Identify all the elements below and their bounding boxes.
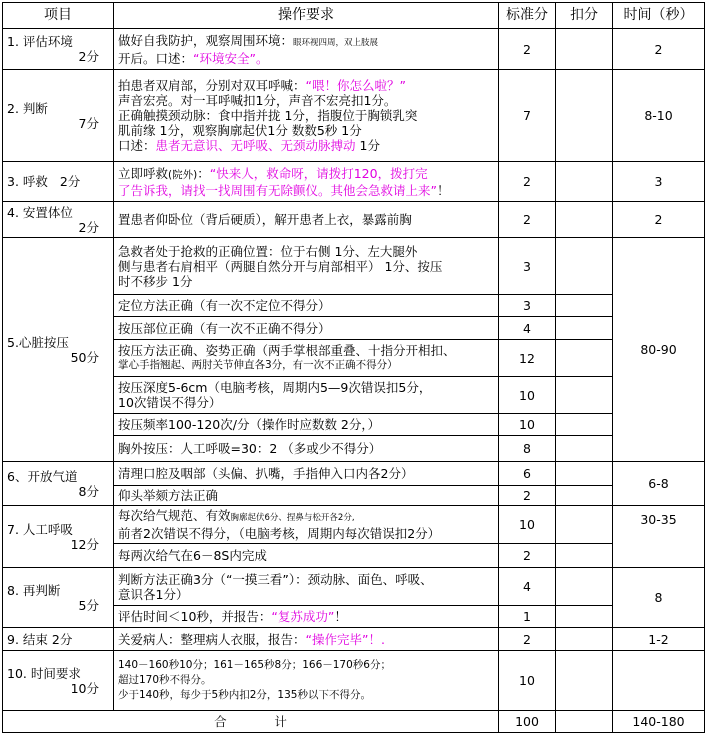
table-row (3, 70, 705, 162)
table-row (3, 202, 705, 238)
score-cell: 10 (499, 506, 556, 544)
score-cell: 8 (499, 436, 556, 462)
spoken-text: “环境安全”。 (193, 50, 269, 66)
requirement-text: 少于140秒，每少于5秒内扣2分，135秒以下不得分。 (118, 689, 371, 701)
score-cell: 10 (499, 377, 556, 414)
requirement-text: 每次给气规范、有效 (118, 508, 231, 523)
requirement-text: 口述： (118, 138, 156, 153)
table-row (3, 162, 705, 202)
requirement-text: ！ (436, 182, 450, 198)
requirement-cell: 置患者仰卧位（背后硬质），解开患者上衣，暴露前胸 (114, 202, 499, 238)
requirement-cell (114, 70, 499, 162)
requirement-cell (114, 29, 499, 70)
requirement-text: 肌前缘 1分，观察胸廓起伏1分 数数5秒 1分 (118, 123, 362, 138)
item-points: 50分 (70, 349, 99, 365)
table-row (3, 506, 705, 544)
requirement-text: 判断方法正确3分（“一摸三看”）：颈动脉、面色、呼吸、 (118, 571, 433, 587)
requirement-text: 声音宏亮。对一耳呼喊扣1分，声音不宏亮扣1分。 (118, 93, 397, 108)
requirement-note: (院外) (168, 168, 198, 181)
requirement-text: ： (197, 165, 210, 181)
header-item: 项目 (3, 3, 114, 29)
requirement-text: 掌心手指翘起、两肘关节伸直各3分，有一次不正确不得分） (118, 359, 398, 371)
item-name: 6、开放气道 (7, 468, 78, 484)
spoken-text: “操作完毕” (305, 631, 369, 647)
score-cell: 4 (499, 568, 556, 606)
score-cell: 2 (499, 628, 556, 651)
requirement-text: 按压方法正确、姿势正确（两手掌根部重叠、十指分开相扣、 (118, 343, 456, 358)
requirement-cell (114, 377, 499, 414)
total-deduct[interactable] (556, 711, 613, 733)
requirement-cell: 每两次给气在6－8S内完成 (114, 544, 499, 568)
spoken-text: “复苏成功” (271, 609, 335, 624)
time-cell: 2 (613, 202, 705, 238)
item-name: 5.心脏按压 (7, 334, 69, 350)
score-cell: 10 (499, 651, 556, 711)
requirement-note: 胸廓起伏6分、捏鼻与松开各2分, (230, 513, 355, 523)
item-name: 1. 评估环境 (7, 34, 73, 49)
item-cell (3, 651, 114, 711)
time-cell: 2 (613, 29, 705, 70)
item-cell (3, 462, 114, 506)
item-points: 5分 (78, 597, 99, 613)
deduct-cell[interactable] (556, 568, 613, 606)
item-cell (3, 162, 114, 202)
score-cell: 4 (499, 317, 556, 340)
requirement-text: 评估时间＜10秒，并报告： (118, 609, 272, 624)
item-name: 7. 人工呼吸 (7, 521, 73, 537)
requirement-cell (114, 162, 499, 202)
item-cell (3, 506, 114, 568)
score-cell: 2 (499, 544, 556, 568)
requirement-text: 意识各1分） (118, 586, 189, 602)
item-cell (3, 238, 114, 462)
deduct-cell[interactable] (556, 202, 613, 238)
requirement-text: ！ (334, 609, 347, 624)
deduct-cell[interactable] (556, 340, 613, 377)
requirement-cell (114, 568, 499, 606)
requirement-text: 时不移步 1分 (118, 273, 193, 289)
deduct-cell[interactable] (556, 295, 613, 317)
header-time: 时间（秒） (613, 3, 705, 29)
item-points: 2分 (59, 174, 81, 189)
item-points: 7分 (78, 115, 99, 131)
item-name: 10. 时间要求 (7, 665, 81, 681)
cpr-scoring-table (2, 2, 705, 733)
spoken-text: 了告诉我，请找一找周围有无除颤仪。其他会急救请上来” (118, 182, 437, 198)
deduct-cell[interactable] (556, 414, 613, 436)
item-name: 3. 呼救 (7, 174, 48, 189)
requirement-cell (114, 506, 499, 544)
requirement-text: 立即呼救 (118, 165, 169, 181)
requirement-text: 侧与患者右肩相平（两腿自然分开与肩部相平） 1分、按压 (118, 258, 443, 274)
deduct-cell[interactable] (556, 317, 613, 340)
requirement-cell: 按压部位正确（有一次不正确不得分） (114, 317, 499, 340)
score-cell: 1 (499, 606, 556, 628)
score-cell: 10 (499, 414, 556, 436)
requirement-text: 按压深度5-6cm（电脑考核，周期内5—9次错误扣5分， (118, 380, 432, 395)
deduct-cell[interactable] (556, 29, 613, 70)
deduct-cell[interactable] (556, 628, 613, 651)
requirement-text: 140－160秒10分；161－165秒8分；166－170秒6分； (118, 659, 391, 671)
requirement-text: 做好自我防护，观察周围环境： (118, 32, 294, 48)
deduct-cell[interactable] (556, 606, 613, 628)
time-cell: 8 (613, 568, 705, 628)
deduct-cell[interactable] (556, 651, 613, 711)
total-label-char: 计 (274, 714, 287, 729)
item-cell (3, 568, 114, 628)
deduct-cell[interactable] (556, 506, 613, 544)
item-points: 8分 (78, 483, 99, 499)
requirement-cell: 按压频率100-120次/分（操作时应数数 2分，） (114, 414, 499, 436)
requirement-text: 前者2次错误不得分，（电脑考核，周期内每次错误扣2分） (118, 526, 441, 541)
spoken-text: 患者无意识、无呼吸、无颈动脉搏动 (155, 138, 356, 153)
score-cell: 2 (499, 162, 556, 202)
deduct-cell[interactable] (556, 544, 613, 568)
requirement-cell (114, 340, 499, 377)
item-cell (3, 202, 114, 238)
requirement-note: 眼环视四周，双上肢展 (293, 37, 379, 48)
requirement-cell: 清理口腔及咽部（头偏、扒嘴，手指伸入口内各2分） (114, 462, 499, 486)
header-row (3, 3, 705, 29)
requirement-cell: 胸外按压：人工呼吸=30：2 （多或少不得分） (114, 436, 499, 462)
item-name: 2. 判断 (7, 100, 48, 116)
requirement-cell: 定位方法正确（有一次不定位不得分） (114, 295, 499, 317)
total-row (3, 711, 705, 733)
table-row (3, 238, 705, 295)
deduct-cell[interactable] (556, 238, 613, 295)
deduct-cell[interactable] (556, 70, 613, 162)
item-points: 12分 (70, 536, 99, 552)
requirement-text: 1分 (359, 138, 380, 153)
deduct-cell[interactable] (556, 486, 613, 506)
total-label-char: 合 (214, 714, 227, 729)
total-time: 140-180 (613, 711, 705, 733)
requirement-text: 急救者处于抢救的正确位置：位于右侧 1分、左大腿外 (118, 243, 418, 259)
item-points: 2分 (78, 219, 99, 235)
table-row (3, 568, 705, 606)
time-cell: 8-10 (613, 70, 705, 162)
requirement-cell (114, 651, 499, 711)
spoken-text: “喂！你怎么啦？” (305, 78, 406, 93)
table-row (3, 651, 705, 711)
time-cell: 6-8 (613, 462, 705, 506)
item-cell (3, 29, 114, 70)
score-cell: 2 (499, 29, 556, 70)
item-points: 10分 (70, 680, 99, 696)
time-cell: 80-90 (613, 238, 705, 462)
deduct-cell[interactable] (556, 462, 613, 486)
requirement-text: 10次错误不得分） (118, 395, 222, 410)
requirement-text: 开后。口述： (118, 50, 194, 66)
deduct-cell[interactable] (556, 162, 613, 202)
table-row (3, 29, 705, 70)
score-cell: 3 (499, 238, 556, 295)
time-cell: 3 (613, 162, 705, 202)
item-name: 9. 结束 2分 (3, 628, 114, 651)
time-cell (613, 651, 705, 711)
requirement-cell (114, 606, 499, 628)
header-requirement: 操作要求 (114, 3, 499, 29)
score-cell: 6 (499, 462, 556, 486)
table-row (3, 628, 705, 651)
requirement-text: 正确触摸颈动脉：食中指并拢 1分，指腹位于胸锁乳突 (118, 108, 418, 123)
score-cell: 7 (499, 70, 556, 162)
score-cell: 2 (499, 202, 556, 238)
requirement-cell (114, 238, 499, 295)
total-label (3, 711, 499, 733)
requirement-cell (114, 628, 499, 651)
time-cell: 1-2 (613, 628, 705, 651)
spoken-text: ！. (368, 631, 385, 647)
item-points: 2分 (78, 49, 99, 64)
item-name: 4. 安置体位 (7, 204, 73, 220)
item-name: 8. 再判断 (7, 582, 61, 598)
requirement-cell: 仰头举颏方法正确 (114, 486, 499, 506)
requirement-text: 关爱病人：整理病人衣服，报告： (118, 631, 306, 647)
score-cell: 12 (499, 340, 556, 377)
spoken-text: “快来人，救命呀，请拨打120，拨打完 (209, 165, 428, 181)
header-score: 标准分 (499, 3, 556, 29)
score-cell: 2 (499, 486, 556, 506)
score-cell: 3 (499, 295, 556, 317)
requirement-text: 超过170秒不得分。 (118, 674, 212, 686)
total-score: 100 (499, 711, 556, 733)
requirement-text: 拍患者双肩部，分别对双耳呼喊： (118, 78, 306, 93)
header-deduct: 扣分 (556, 3, 613, 29)
deduct-cell[interactable] (556, 377, 613, 414)
table-row (3, 462, 705, 486)
time-cell: 30-35 (613, 506, 705, 568)
item-cell (3, 70, 114, 162)
deduct-cell[interactable] (556, 436, 613, 462)
